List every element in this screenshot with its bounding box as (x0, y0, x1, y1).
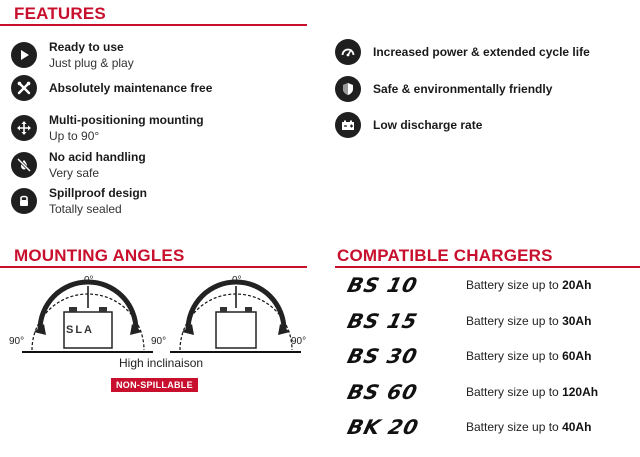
battery-icon (335, 112, 361, 138)
charger-row (338, 415, 638, 439)
feature-title: Multi-positioning mounting (49, 113, 204, 127)
charger-desc: Battery size up to 20Ah (466, 278, 592, 292)
chargers-rule (335, 266, 640, 268)
charger-name: BS 15 (345, 309, 421, 333)
feature-subtitle: Up to 90° (49, 129, 100, 143)
charger-name: BS 30 (345, 344, 421, 368)
feature-title: Spillproof design (49, 186, 147, 200)
charger-row (338, 380, 638, 404)
feature-increased-power (335, 39, 590, 65)
feature-title: Safe & environmentally friendly (373, 82, 553, 96)
charger-desc: Battery size up to 30Ah (466, 314, 592, 328)
charger-desc: Battery size up to 120Ah (466, 385, 599, 399)
charger-capacity: 60Ah (562, 349, 592, 363)
angle-label-top: 0° (232, 275, 242, 286)
no-acid-icon (11, 152, 37, 178)
feature-title: No acid handling (49, 150, 146, 164)
feature-title: Increased power & extended cycle life (373, 45, 590, 59)
feature-subtitle: Very safe (49, 166, 100, 180)
move-arrows-icon (11, 115, 37, 141)
charger-row (338, 344, 638, 368)
feature-title: Absolutely maintenance free (49, 81, 213, 95)
feature-title: Low discharge rate (373, 118, 483, 132)
feature-spillproof (11, 185, 147, 217)
lock-icon (11, 188, 37, 214)
charger-name: BS 60 (345, 380, 421, 404)
feature-subtitle: Just plug & play (49, 56, 134, 70)
shield-icon (335, 76, 361, 102)
charger-capacity: 30Ah (562, 314, 592, 328)
feature-multi-positioning (11, 112, 204, 144)
play-icon (11, 42, 37, 68)
charger-name: BS 10 (345, 273, 421, 297)
charger-row (338, 273, 638, 297)
non-spillable-badge: NON-SPILLABLE (111, 378, 198, 392)
charger-capacity: 20Ah (562, 278, 592, 292)
feature-title: Ready to use (49, 40, 124, 54)
charger-capacity: 120Ah (562, 385, 599, 399)
charger-name: BK 20 (345, 415, 422, 439)
tools-crossed-icon (11, 75, 37, 101)
gauge-icon (335, 39, 361, 65)
charger-row (338, 309, 638, 333)
features-title: FEATURES (14, 4, 106, 23)
feature-ready-to-use (11, 39, 134, 71)
battery-label: SLA (66, 324, 94, 336)
feature-subtitle: Totally sealed (49, 202, 122, 216)
angle-label-right: 90° (291, 336, 307, 347)
feature-safe-environment (335, 76, 552, 102)
angle-label-left: 90° (151, 336, 167, 347)
mounting-rule (0, 266, 307, 268)
chargers-title: COMPATIBLE CHARGERS (337, 246, 553, 265)
feature-no-acid (11, 149, 146, 181)
feature-low-discharge (335, 112, 482, 138)
feature-maintenance-free (11, 75, 212, 101)
angle-label-side: 90° (9, 336, 25, 347)
charger-desc: Battery size up to 60Ah (466, 349, 592, 363)
mounting-title: MOUNTING ANGLES (14, 246, 185, 265)
angle-label-top: 0° (84, 275, 94, 286)
mounting-caption: High inclinaison (119, 356, 204, 370)
charger-capacity: 40Ah (562, 420, 592, 434)
features-rule (0, 24, 307, 26)
charger-desc: Battery size up to 40Ah (466, 420, 592, 434)
